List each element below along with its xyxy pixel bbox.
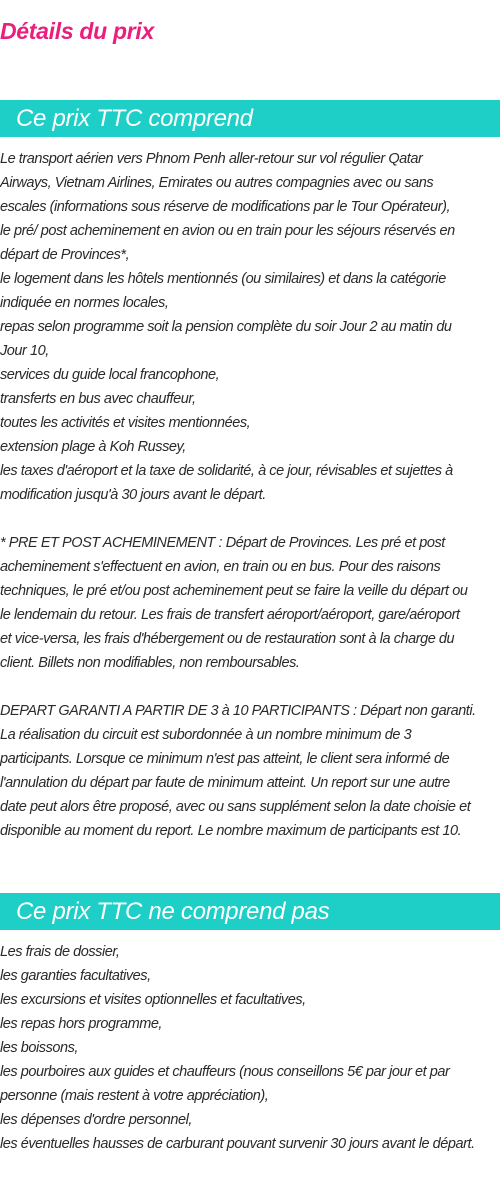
text-line: le lendemain du retour. Les frais de transfert aéroport/aéroport, gare/aéroport	[0, 607, 460, 623]
text-line: les garanties facultatives,	[0, 968, 151, 984]
text-line: Le transport aérien vers Phnom Penh aller-retour sur vol régulier Qatar	[0, 151, 423, 167]
included-list	[0, 147, 500, 507]
text-line: et vice-versa, les frais d'hébergement ou de restauration sont à la charge du	[0, 631, 455, 647]
text-line: services du guide local francophone,	[0, 367, 220, 383]
text-line: participants. Lorsque ce minimum n'est pas atteint, le client sera informé de	[0, 751, 450, 767]
text-line: les boissons,	[0, 1040, 78, 1056]
text-line: client. Billets non modifiables, non remboursables.	[0, 655, 300, 671]
acheminement-paragraph	[0, 531, 500, 675]
text-line: techniques, le pré et/ou post acheminement peut se faire la veille du départ ou	[0, 583, 468, 599]
text-line: personne (mais restent à votre appréciation),	[0, 1088, 269, 1104]
text-line: extension plage à Koh Russey,	[0, 439, 186, 455]
text-line: modification jusqu'à 30 jours avant le départ.	[0, 487, 266, 503]
depart-garanti-paragraph	[0, 699, 500, 843]
text-line: l'annulation du départ par faute de minimum atteint. Un report sur une autre	[0, 775, 450, 791]
text-line: Jour 10,	[0, 343, 49, 359]
text-line: les taxes d'aéroport et la taxe de solidarité, à ce jour, révisables et sujettes à	[0, 463, 453, 479]
text-line: les pourboires aux guides et chauffeurs (nous conseillons 5€ par jour et par	[0, 1064, 450, 1080]
text-line: départ de Provinces*,	[0, 247, 130, 263]
text-line: Airways, Vietnam Airlines, Emirates ou autres compagnies avec ou sans	[0, 175, 434, 191]
text-line: DEPART GARANTI A PARTIR DE 3 à 10 PARTICIPANTS : Départ non garanti.	[0, 703, 476, 719]
excluded-list	[0, 940, 500, 1156]
text-line: les éventuelles hausses de carburant pouvant survenir 30 jours avant le départ.	[0, 1136, 475, 1152]
text-line: escales (informations sous réserve de modifications par le Tour Opérateur),	[0, 199, 451, 215]
text-line: acheminement s'effectuent en avion, en train ou en bus. Pour des raisons	[0, 559, 441, 575]
text-line: date peut alors être proposé, avec ou sans supplément selon la date choisie et	[0, 799, 471, 815]
text-line: les excursions et visites optionnelles et facultatives,	[0, 992, 306, 1008]
text-line: La réalisation du circuit est subordonnée à un nombre minimum de 3	[0, 727, 412, 743]
text-line: toutes les activités et visites mentionnées,	[0, 415, 251, 431]
text-line: transferts en bus avec chauffeur,	[0, 391, 196, 407]
text-line: indiquée en normes locales,	[0, 295, 169, 311]
included-heading: Ce prix TTC comprend	[0, 100, 500, 137]
text-line: le pré/ post acheminement en avion ou en train pour les séjours réservés en	[0, 223, 455, 239]
text-line: les dépenses d'ordre personnel,	[0, 1112, 192, 1128]
excluded-heading: Ce prix TTC ne comprend pas	[0, 893, 500, 930]
text-line: les repas hors programme,	[0, 1016, 163, 1032]
text-line: le logement dans les hôtels mentionnés (ou similaires) et dans la catégorie	[0, 271, 446, 287]
page-title: Détails du prix	[0, 18, 154, 44]
text-line: * PRE ET POST ACHEMINEMENT : Départ de Provinces. Les pré et post	[0, 535, 445, 551]
text-line: disponible au moment du report. Le nombre maximum de participants est 10.	[0, 823, 462, 839]
text-line: Les frais de dossier,	[0, 944, 120, 960]
text-line: repas selon programme soit la pension complète du soir Jour 2 au matin du	[0, 319, 452, 335]
